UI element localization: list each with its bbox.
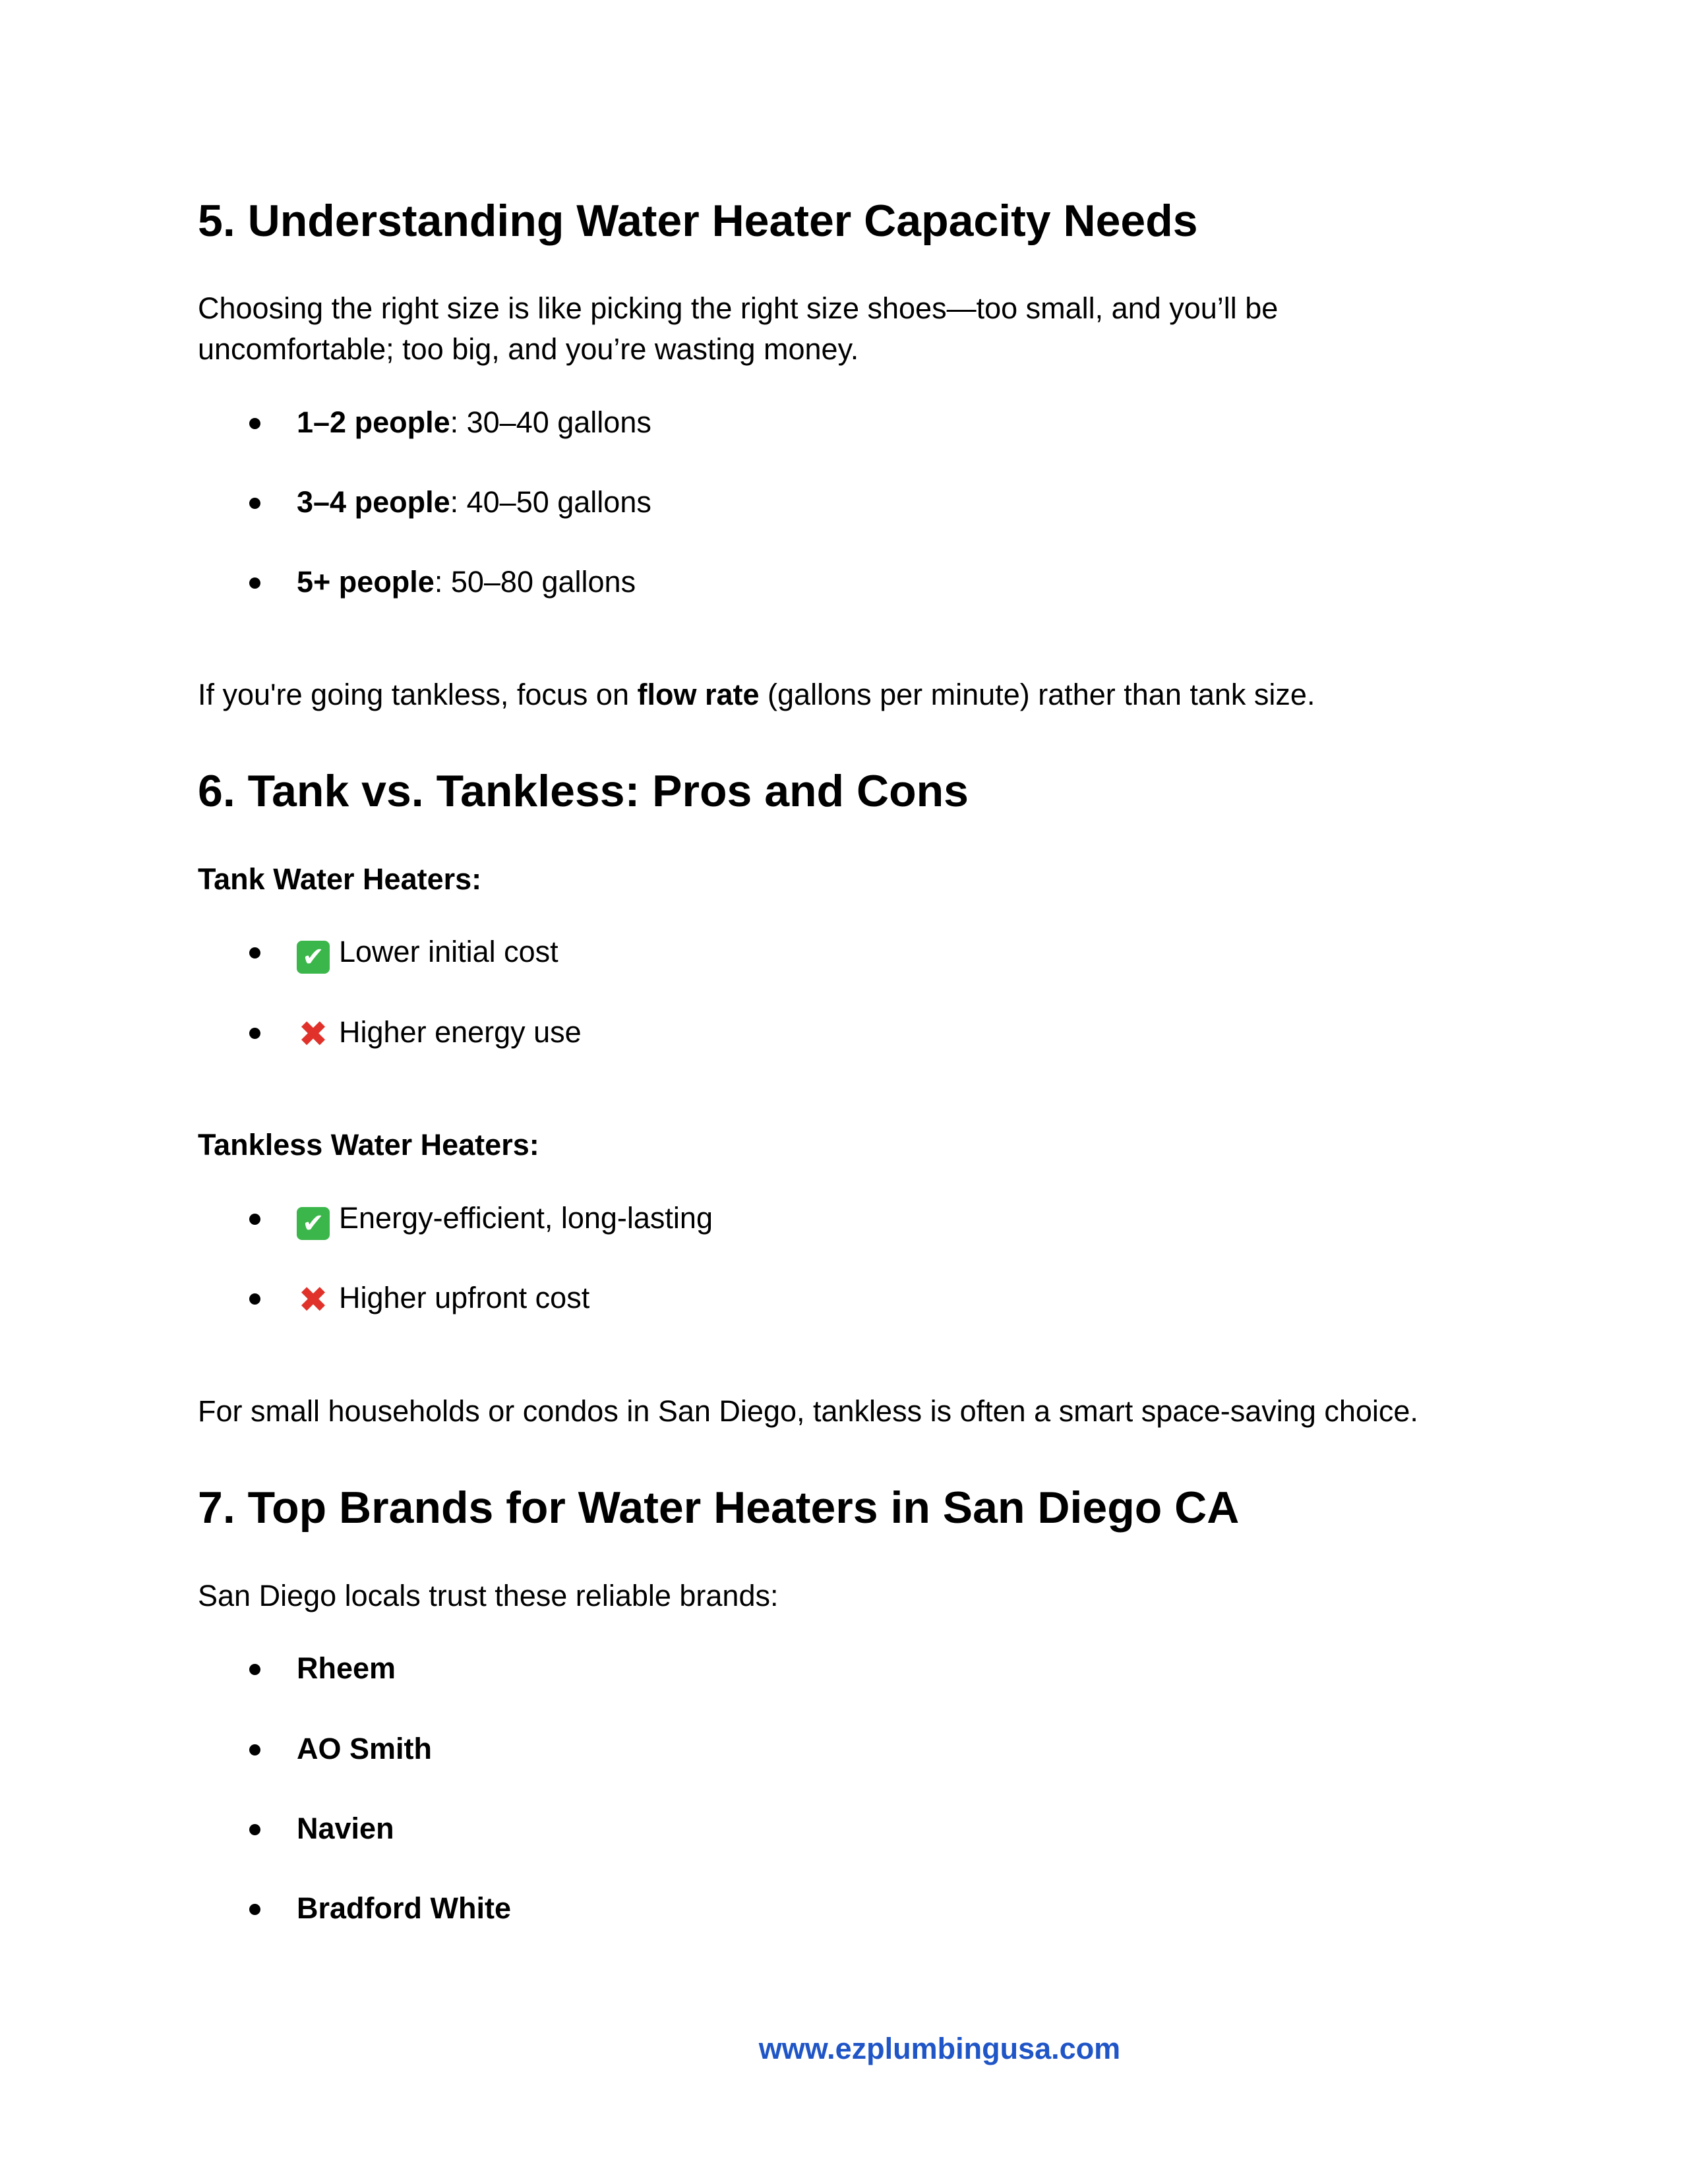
brands-intro: San Diego locals trust these reliable brands: [198, 1579, 779, 1612]
bullet-icon [249, 1293, 260, 1305]
bullet-icon [249, 418, 260, 429]
tankless-flow-rate-note [198, 674, 1315, 715]
pros-cons-text: Energy-efficient, long-lasting [339, 1201, 713, 1235]
cross-mark-icon: ✖ [298, 1279, 328, 1320]
bullet-icon [249, 1904, 260, 1915]
check-mark-icon: ✔ [297, 1207, 330, 1240]
bullet-icon [249, 947, 260, 959]
capacity-value: : 50–80 gallons [434, 565, 636, 599]
bullet-icon [249, 1028, 260, 1039]
brand-name: Navien [297, 1812, 394, 1845]
check-mark-icon: ✔ [297, 941, 330, 974]
brand-name: AO Smith [297, 1732, 433, 1765]
note-bold-text: flow rate [637, 678, 760, 711]
bullet-icon [249, 1214, 260, 1225]
brand-name: Bradford White [297, 1891, 511, 1925]
capacity-label: 1–2 people [297, 405, 450, 439]
san-diego-tankless-note: For small households or condos in San Diego, tankless is often a smart space-saving choice. [198, 1394, 1418, 1428]
section-5-intro-line-2: uncomfortable; too big, and you’re wasting money. [198, 332, 859, 366]
bullet-icon [249, 498, 260, 509]
tankless-subheading: Tankless Water Heaters: [198, 1128, 539, 1162]
capacity-value: : 30–40 gallons [450, 405, 651, 439]
tank-subheading: Tank Water Heaters: [198, 862, 482, 896]
capacity-value: : 40–50 gallons [450, 485, 651, 519]
website-link[interactable]: www.ezplumbingusa.com [758, 2032, 1121, 2065]
note-text: If you're going tankless, focus on [198, 678, 638, 711]
capacity-label: 3–4 people [297, 485, 450, 519]
bullet-icon [249, 1664, 260, 1675]
capacity-label: 5+ people [297, 565, 435, 599]
pros-cons-text: Higher energy use [339, 1015, 582, 1049]
cross-mark-icon: ✖ [298, 1013, 328, 1055]
section-6-heading: 6. Tank vs. Tankless: Pros and Cons [198, 766, 969, 816]
bullet-icon [249, 1744, 260, 1756]
section-5-intro-line-1: Choosing the right size is like picking the right size shoes—too small, and you’ll be [198, 291, 1279, 325]
note-text: (gallons per minute) rather than tank size. [759, 678, 1315, 711]
pros-cons-text: Lower initial cost [339, 935, 558, 968]
pros-cons-text: Higher upfront cost [339, 1281, 590, 1314]
section-5-heading: 5. Understanding Water Heater Capacity Needs [198, 196, 1198, 246]
bullet-icon [249, 1824, 260, 1835]
page-footer [0, 2028, 1688, 2069]
bullet-icon [249, 577, 260, 589]
section-7-heading: 7. Top Brands for Water Heaters in San Diego CA [198, 1483, 1240, 1533]
brand-name: Rheem [297, 1651, 396, 1685]
